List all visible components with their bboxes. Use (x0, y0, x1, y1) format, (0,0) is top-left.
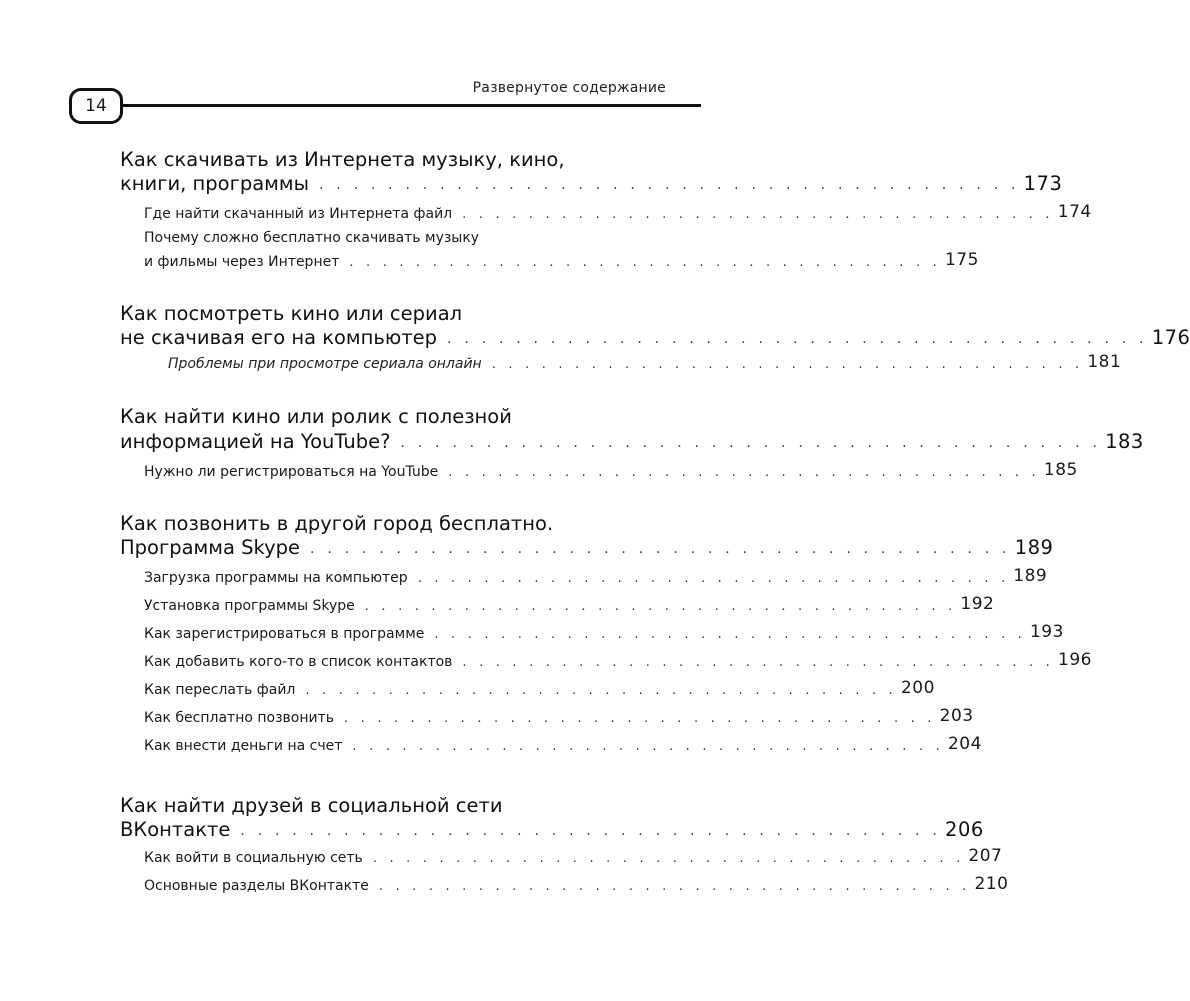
toc-page-number: 204 (947, 734, 982, 754)
toc-chapter-title-line: Как посмотреть кино или сериал (120, 302, 463, 325)
toc-page-number: 200 (900, 678, 935, 698)
leader-dots: . . . . . . . . . . . . . . . . . . . . . . . . . . . . . . . . . . . . . . . . . (447, 331, 1148, 347)
leader-dots: . . . . . . . . . . . . . . . . . . . . . . . . . . . . . . . . . . . . (462, 655, 1055, 670)
toc-section-entry[interactable] (120, 202, 1092, 222)
toc-section-entry[interactable] (120, 460, 1078, 480)
toc-page-number: 206 (945, 818, 984, 841)
toc-chapter-label: Программа Skype (120, 536, 301, 559)
toc-page-number: 176 (1151, 326, 1190, 349)
toc-page-number: 185 (1043, 460, 1078, 480)
leader-dots: . . . . . . . . . . . . . . . . . . . . . . . . . . . . . . . . . . . . (417, 571, 1010, 586)
toc-section-label: Как переслать файл (144, 682, 296, 698)
toc-chapter-entry[interactable] (120, 430, 1144, 453)
toc-page-number: 196 (1058, 650, 1092, 670)
toc-page-number: 173 (1023, 172, 1063, 195)
toc-chapter-title-line: Как скачивать из Интернета музыку, кино, (120, 148, 565, 171)
toc-section-label: Как войти в социальную сеть (144, 850, 363, 866)
toc-section-label: и фильмы через Интернет (144, 254, 340, 270)
leader-dots: . . . . . . . . . . . . . . . . . . . . . . . . . . . . . . . . . . . . . . . . . (400, 435, 1102, 451)
toc-section-entry[interactable] (120, 874, 1009, 894)
leader-dots: . . . . . . . . . . . . . . . . . . . . . . . . . . . . . . . . . . . . . . . . . (310, 541, 1011, 557)
toc-chapter-entry[interactable] (120, 172, 1063, 195)
toc-section-entry[interactable] (120, 566, 1048, 586)
toc-page-number: 210 (974, 874, 1009, 894)
toc-section-label: Установка программы Skype (144, 598, 355, 614)
toc-section-entry[interactable] (120, 622, 1064, 642)
leader-dots: . . . . . . . . . . . . . . . . . . . . . . . . . . . . . . . . . . . . (462, 207, 1054, 222)
toc-chapter-label: информацией на YouTube? (120, 430, 391, 453)
toc-chapter-label: книги, программы (120, 172, 309, 195)
toc-page-number: 189 (1014, 536, 1054, 559)
leader-dots: . . . . . . . . . . . . . . . . . . . . . . . . . . . . . . . . . . . . . . . . . (240, 823, 942, 839)
toc-section-entry[interactable] (120, 650, 1092, 670)
toc-chapter-entry[interactable] (120, 818, 984, 841)
toc-chapter-title-line: Как найти кино или ролик с полезной (120, 405, 512, 428)
toc-chapter-entry[interactable] (120, 326, 1190, 349)
toc-section-entry[interactable] (120, 706, 974, 726)
toc-page-number: 189 (1013, 566, 1048, 586)
toc-page-number: 181 (1087, 352, 1122, 372)
toc-chapter-label: не скачивая его на компьютер (120, 326, 438, 349)
toc-subsection-label: Проблемы при просмотре сериала онлайн (168, 356, 482, 372)
toc-section-label: Как бесплатно позвонить (144, 710, 335, 726)
toc-subsection-entry[interactable] (120, 352, 1122, 372)
toc-page-number: 192 (960, 594, 995, 614)
toc-page-number: 183 (1105, 430, 1144, 453)
leader-dots: . . . . . . . . . . . . . . . . . . . . . . . . . . . . . . . . . . . . (364, 599, 957, 614)
toc-page-number: 207 (968, 846, 1003, 866)
leader-dots: . . . . . . . . . . . . . . . . . . . . . . . . . . . . . . . . . . . . (448, 465, 1040, 480)
leader-dots: . . . . . . . . . . . . . . . . . . . . . . . . . . . . . . . . . . . . (434, 627, 1026, 642)
leader-dots: . . . . . . . . . . . . . . . . . . . . . . . . . . . . . . . . . . . . (305, 683, 897, 698)
toc-section-title-line: Почему сложно бесплатно скачивать музыку (144, 230, 480, 246)
toc-section-entry[interactable] (120, 734, 982, 754)
toc-page-number: 174 (1057, 202, 1092, 222)
toc-chapter-title-line: Как найти друзей в социальной сети (120, 794, 503, 817)
leader-dots: . . . . . . . . . . . . . . . . . . . . . . . . . . . . . . . . . . . . (372, 851, 965, 866)
toc-page-number: 193 (1029, 622, 1064, 642)
toc-page-number: 203 (939, 706, 974, 726)
leader-dots: . . . . . . . . . . . . . . . . . . . . . . . . . . . . . . . . . . . . (344, 711, 936, 726)
toc-section-entry[interactable] (120, 678, 935, 698)
toc-section-entry[interactable] (120, 594, 995, 614)
toc-section-label: Как внести деньги на счет (144, 738, 343, 754)
toc-section-label: Как зарегистрироваться в программе (144, 626, 425, 642)
toc-section-label: Нужно ли регистрироваться на YouTube (144, 464, 439, 480)
toc-section-label: Основные разделы ВКонтакте (144, 878, 369, 894)
leader-dots: . . . . . . . . . . . . . . . . . . . . . . . . . . . . . . . . . . . . (491, 357, 1084, 372)
toc-section-label: Загрузка программы на компьютер (144, 570, 408, 586)
toc-section-label: Где найти скачанный из Интернета файл (144, 206, 453, 222)
toc-section-entry[interactable] (120, 250, 979, 270)
head-rule (118, 104, 701, 107)
leader-dots: . . . . . . . . . . . . . . . . . . . . . . . . . . . . . . . . . . . . (378, 879, 971, 894)
leader-dots: . . . . . . . . . . . . . . . . . . . . . . . . . . . . . . . . . . . . (349, 255, 941, 270)
toc-chapter-entry[interactable] (120, 536, 1054, 559)
leader-dots: . . . . . . . . . . . . . . . . . . . . . . . . . . . . . . . . . . . . . . . . . (318, 177, 1020, 193)
page-number-badge: 14 (69, 88, 123, 124)
toc-section-entry[interactable] (120, 846, 1003, 866)
leader-dots: . . . . . . . . . . . . . . . . . . . . . . . . . . . . . . . . . . . . (352, 739, 944, 754)
toc-chapter-title-line: Как позвонить в другой город бесплатно. (120, 512, 554, 535)
running-title: Развернутое содержание (472, 80, 666, 96)
toc-page-number: 175 (944, 250, 979, 270)
toc-chapter-label: ВКонтакте (120, 818, 231, 841)
toc-section-label: Как добавить кого-то в список контактов (144, 654, 453, 670)
